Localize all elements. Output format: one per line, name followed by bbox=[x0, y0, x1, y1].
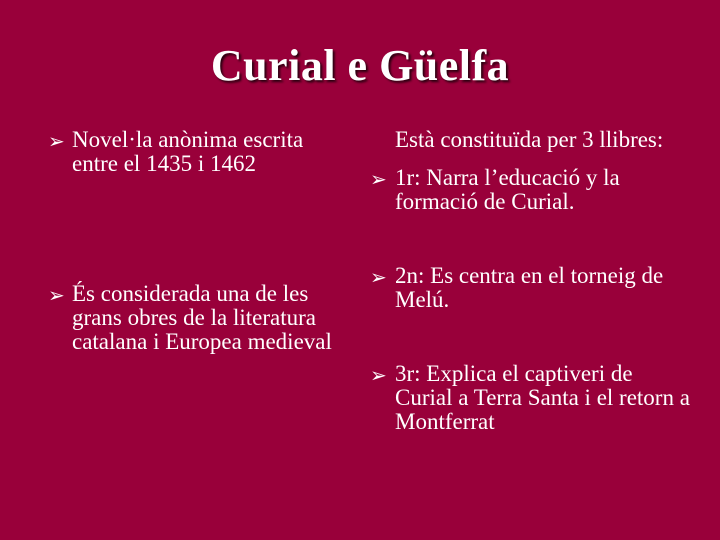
right-intro-text: Està constituïda per 3 llibres: bbox=[395, 127, 664, 152]
arrow-bullet-icon: ➢ bbox=[370, 265, 387, 289]
left-column bbox=[48, 128, 338, 354]
right-bullet-text: 1r: Narra l’educació y la formació de Curial. bbox=[395, 165, 620, 214]
left-bullet-item bbox=[48, 128, 338, 176]
left-bullet-text: Novel·la anònima escrita entre el 1435 i 1462 bbox=[72, 127, 304, 176]
arrow-bullet-icon: ➢ bbox=[48, 129, 65, 153]
right-column bbox=[360, 128, 690, 434]
right-bullet-text: 3r: Explica el captiveri de Curial a Terra Santa i el retorn a Montferrat bbox=[395, 361, 690, 434]
arrow-bullet-icon: ➢ bbox=[48, 283, 65, 307]
right-bullet-item bbox=[360, 166, 690, 214]
arrow-bullet-icon: ➢ bbox=[370, 167, 387, 191]
slide-title: Curial e Güelfa bbox=[210, 41, 510, 90]
arrow-bullet-icon: ➢ bbox=[370, 363, 387, 387]
right-bullet-text: 2n: Es centra en el torneig de Melú. bbox=[395, 263, 664, 312]
right-bullet-item bbox=[360, 264, 690, 312]
right-bullet-item bbox=[360, 362, 690, 434]
left-bullet-text: És considerada una de les grans obres de la literatura catalana i Europea medieval bbox=[72, 281, 332, 354]
left-bullet-item bbox=[48, 282, 338, 354]
